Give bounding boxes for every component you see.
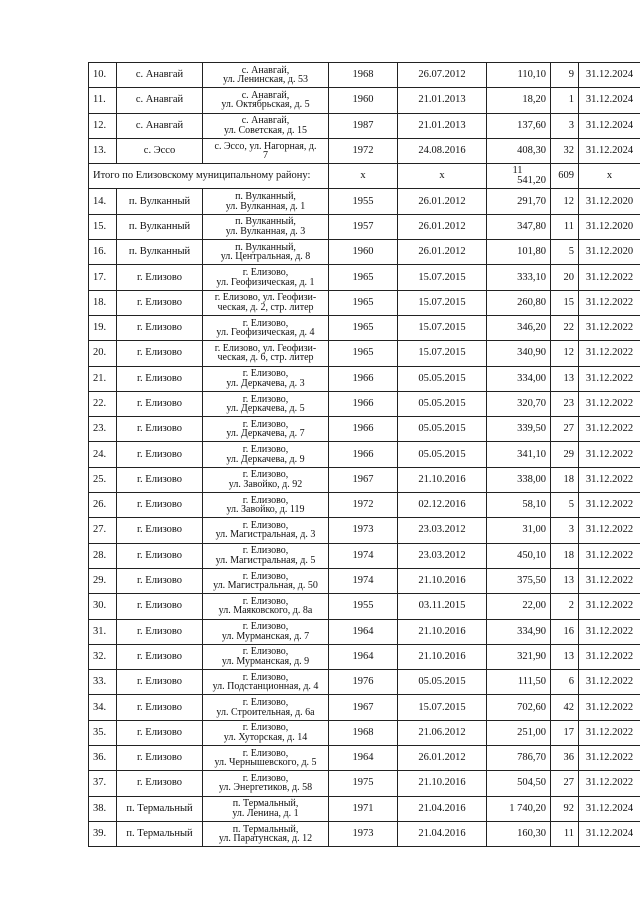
row-number: 32.: [89, 644, 117, 669]
settlement-cell: г. Елизово: [117, 341, 203, 366]
settlement-cell: г. Елизово: [117, 290, 203, 315]
table-row: [89, 796, 640, 821]
date-cell: 15.07.2015: [398, 290, 487, 315]
apartments-cell: 27: [551, 417, 579, 442]
area-cell: 251,00: [487, 720, 551, 745]
deadline-cell: 31.12.2020: [579, 189, 640, 214]
settlement-cell: г. Елизово: [117, 391, 203, 416]
row-number: 12.: [89, 113, 117, 138]
year-cell: 1965: [329, 290, 398, 315]
year-cell: 1967: [329, 695, 398, 720]
apartments-cell: 32: [551, 138, 579, 163]
settlement-cell: г. Елизово: [117, 746, 203, 771]
total-date: х: [398, 164, 487, 189]
deadline-cell: 31.12.2022: [579, 746, 640, 771]
settlement-cell: с. Анавгай: [117, 88, 203, 113]
address-cell: с. Анавгай, ул. Советская, д. 15: [203, 113, 329, 138]
apartments-cell: 3: [551, 113, 579, 138]
year-cell: 1960: [329, 240, 398, 265]
row-number: 22.: [89, 391, 117, 416]
row-number: 11.: [89, 88, 117, 113]
table-body-part-2: [89, 189, 640, 847]
deadline-cell: 31.12.2022: [579, 518, 640, 543]
address-cell: с. Анавгай, ул. Ленинская, д. 53: [203, 63, 329, 88]
total-apartments: 609: [551, 164, 579, 189]
area-cell: 1 740,20: [487, 796, 551, 821]
address-cell: п. Термальный, ул. Ленина, д. 1: [203, 796, 329, 821]
area-cell: 320,70: [487, 391, 551, 416]
apartments-cell: 13: [551, 366, 579, 391]
year-cell: 1967: [329, 467, 398, 492]
row-number: 16.: [89, 240, 117, 265]
year-cell: 1965: [329, 341, 398, 366]
table-row: [89, 63, 640, 88]
area-cell: 333,10: [487, 265, 551, 290]
row-number: 13.: [89, 138, 117, 163]
date-cell: 26.01.2012: [398, 746, 487, 771]
deadline-cell: 31.12.2022: [579, 315, 640, 340]
total-area: 11 541,20: [487, 164, 551, 189]
table-row: [89, 568, 640, 593]
settlement-cell: г. Елизово: [117, 315, 203, 340]
settlement-cell: г. Елизово: [117, 568, 203, 593]
table-row: [89, 290, 640, 315]
date-cell: 15.07.2015: [398, 265, 487, 290]
row-number: 20.: [89, 341, 117, 366]
settlement-cell: г. Елизово: [117, 518, 203, 543]
row-number: 29.: [89, 568, 117, 593]
year-cell: 1964: [329, 746, 398, 771]
year-cell: 1973: [329, 518, 398, 543]
apartments-cell: 13: [551, 644, 579, 669]
address-cell: г. Елизово, ул. Геофизическая, д. 4: [203, 315, 329, 340]
address-cell: г. Елизово, ул. Завойко, д. 92: [203, 467, 329, 492]
address-cell: г. Елизово, ул. Геофизическая, д. 1: [203, 265, 329, 290]
deadline-cell: 31.12.2024: [579, 63, 640, 88]
deadline-cell: 31.12.2022: [579, 695, 640, 720]
year-cell: 1972: [329, 493, 398, 518]
deadline-cell: 31.12.2022: [579, 341, 640, 366]
settlement-cell: п. Вулканный: [117, 189, 203, 214]
year-cell: 1972: [329, 138, 398, 163]
apartments-cell: 92: [551, 796, 579, 821]
date-cell: 26.07.2012: [398, 63, 487, 88]
table-row: [89, 442, 640, 467]
settlement-cell: г. Елизово: [117, 543, 203, 568]
year-cell: 1966: [329, 442, 398, 467]
area-cell: 702,60: [487, 695, 551, 720]
apartments-cell: 23: [551, 391, 579, 416]
apartments-cell: 11: [551, 214, 579, 239]
address-cell: п. Вулканный, ул. Вулканная, д. 3: [203, 214, 329, 239]
deadline-cell: 31.12.2024: [579, 113, 640, 138]
address-cell: с. Эссо, ул. Нагорная, д. 7: [203, 138, 329, 163]
table-row: [89, 88, 640, 113]
apartments-cell: 5: [551, 240, 579, 265]
housing-table: [88, 62, 640, 847]
settlement-cell: г. Елизово: [117, 467, 203, 492]
date-cell: 21.10.2016: [398, 644, 487, 669]
address-cell: п. Вулканный, ул. Центральная, д. 8: [203, 240, 329, 265]
row-number: 25.: [89, 467, 117, 492]
row-number: 26.: [89, 493, 117, 518]
year-cell: 1965: [329, 315, 398, 340]
table-row: [89, 746, 640, 771]
apartments-cell: 27: [551, 771, 579, 796]
settlement-cell: г. Елизово: [117, 417, 203, 442]
address-cell: г. Елизово, ул. Энергетиков, д. 58: [203, 771, 329, 796]
area-cell: 31,00: [487, 518, 551, 543]
address-cell: г. Елизово, ул. Геофизи- ческая, д. 2, стр. литер: [203, 290, 329, 315]
deadline-cell: 31.12.2022: [579, 493, 640, 518]
deadline-cell: 31.12.2022: [579, 391, 640, 416]
table-row: [89, 493, 640, 518]
table-body-part-1: [89, 63, 640, 164]
deadline-cell: 31.12.2022: [579, 644, 640, 669]
address-cell: г. Елизово, ул. Деркачева, д. 3: [203, 366, 329, 391]
year-cell: 1974: [329, 568, 398, 593]
date-cell: 05.05.2015: [398, 442, 487, 467]
apartments-cell: 13: [551, 568, 579, 593]
deadline-cell: 31.12.2022: [579, 594, 640, 619]
row-number: 37.: [89, 771, 117, 796]
table-row: [89, 265, 640, 290]
area-cell: 339,50: [487, 417, 551, 442]
settlement-cell: г. Елизово: [117, 493, 203, 518]
apartments-cell: 12: [551, 189, 579, 214]
year-cell: 1966: [329, 366, 398, 391]
apartments-cell: 12: [551, 341, 579, 366]
apartments-cell: 5: [551, 493, 579, 518]
deadline-cell: 31.12.2022: [579, 619, 640, 644]
settlement-cell: г. Елизово: [117, 366, 203, 391]
year-cell: 1955: [329, 189, 398, 214]
area-cell: 450,10: [487, 543, 551, 568]
deadline-cell: 31.12.2022: [579, 467, 640, 492]
apartments-cell: 15: [551, 290, 579, 315]
year-cell: 1968: [329, 720, 398, 745]
address-cell: г. Елизово, ул. Завойко, д. 119: [203, 493, 329, 518]
settlement-cell: г. Елизово: [117, 695, 203, 720]
table-row: [89, 391, 640, 416]
settlement-cell: г. Елизово: [117, 644, 203, 669]
area-cell: 340,90: [487, 341, 551, 366]
address-cell: г. Елизово, ул. Деркачева, д. 5: [203, 391, 329, 416]
table-row: [89, 467, 640, 492]
apartments-cell: 3: [551, 518, 579, 543]
date-cell: 05.05.2015: [398, 417, 487, 442]
row-number: 15.: [89, 214, 117, 239]
year-cell: 1955: [329, 594, 398, 619]
date-cell: 21.01.2013: [398, 113, 487, 138]
row-number: 23.: [89, 417, 117, 442]
address-cell: г. Елизово, ул. Деркачева, д. 7: [203, 417, 329, 442]
settlement-cell: с. Эссо: [117, 138, 203, 163]
table-row: [89, 417, 640, 442]
date-cell: 26.01.2012: [398, 214, 487, 239]
address-cell: г. Елизово, ул. Мурманская, д. 7: [203, 619, 329, 644]
address-cell: г. Елизово, ул. Магистральная, д. 3: [203, 518, 329, 543]
apartments-cell: 18: [551, 543, 579, 568]
address-cell: г. Елизово, ул. Подстанционная, д. 4: [203, 670, 329, 695]
deadline-cell: 31.12.2024: [579, 138, 640, 163]
date-cell: 23.03.2012: [398, 543, 487, 568]
row-number: 39.: [89, 821, 117, 846]
settlement-cell: п. Вулканный: [117, 214, 203, 239]
area-cell: 58,10: [487, 493, 551, 518]
date-cell: 26.01.2012: [398, 189, 487, 214]
date-cell: 15.07.2015: [398, 315, 487, 340]
area-cell: 504,50: [487, 771, 551, 796]
apartments-cell: 9: [551, 63, 579, 88]
area-cell: 260,80: [487, 290, 551, 315]
year-cell: 1966: [329, 391, 398, 416]
address-cell: г. Елизово, ул. Мурманская, д. 9: [203, 644, 329, 669]
settlement-cell: г. Елизово: [117, 720, 203, 745]
deadline-cell: 31.12.2022: [579, 543, 640, 568]
address-cell: г. Елизово, ул. Магистральная, д. 50: [203, 568, 329, 593]
row-number: 34.: [89, 695, 117, 720]
address-cell: г. Елизово, ул. Хуторская, д. 14: [203, 720, 329, 745]
table-row: [89, 720, 640, 745]
area-cell: 111,50: [487, 670, 551, 695]
settlement-cell: с. Анавгай: [117, 63, 203, 88]
address-cell: г. Елизово, ул. Геофизи- ческая, д. 6, стр. литер: [203, 341, 329, 366]
deadline-cell: 31.12.2022: [579, 265, 640, 290]
deadline-cell: 31.12.2022: [579, 720, 640, 745]
table-row: [89, 619, 640, 644]
area-cell: 375,50: [487, 568, 551, 593]
row-number: 27.: [89, 518, 117, 543]
year-cell: 1975: [329, 771, 398, 796]
year-cell: 1966: [329, 417, 398, 442]
deadline-cell: 31.12.2022: [579, 366, 640, 391]
table-row: [89, 315, 640, 340]
date-cell: 21.10.2016: [398, 568, 487, 593]
apartments-cell: 18: [551, 467, 579, 492]
date-cell: 21.10.2016: [398, 619, 487, 644]
deadline-cell: 31.12.2022: [579, 442, 640, 467]
address-cell: п. Вулканный, ул. Вулканная, д. 1: [203, 189, 329, 214]
area-cell: 408,30: [487, 138, 551, 163]
apartments-cell: 22: [551, 315, 579, 340]
table-row: [89, 189, 640, 214]
address-cell: г. Елизово, ул. Строительная, д. 6а: [203, 695, 329, 720]
apartments-cell: 11: [551, 821, 579, 846]
year-cell: 1957: [329, 214, 398, 239]
date-cell: 21.06.2012: [398, 720, 487, 745]
address-cell: г. Елизово, ул. Магистральная, д. 5: [203, 543, 329, 568]
date-cell: 26.01.2012: [398, 240, 487, 265]
area-cell: 338,00: [487, 467, 551, 492]
settlement-cell: г. Елизово: [117, 442, 203, 467]
row-number: 17.: [89, 265, 117, 290]
deadline-cell: 31.12.2024: [579, 796, 640, 821]
deadline-cell: 31.12.2020: [579, 240, 640, 265]
deadline-cell: 31.12.2020: [579, 214, 640, 239]
year-cell: 1987: [329, 113, 398, 138]
area-cell: 137,60: [487, 113, 551, 138]
apartments-cell: 36: [551, 746, 579, 771]
area-cell: 334,90: [487, 619, 551, 644]
table-row: [89, 771, 640, 796]
row-number: 18.: [89, 290, 117, 315]
area-cell: 346,20: [487, 315, 551, 340]
apartments-cell: 2: [551, 594, 579, 619]
date-cell: 24.08.2016: [398, 138, 487, 163]
apartments-cell: 42: [551, 695, 579, 720]
table-row: [89, 594, 640, 619]
address-cell: с. Анавгай, ул. Октябрьская, д. 5: [203, 88, 329, 113]
apartments-cell: 20: [551, 265, 579, 290]
date-cell: 23.03.2012: [398, 518, 487, 543]
row-number: 28.: [89, 543, 117, 568]
settlement-cell: с. Анавгай: [117, 113, 203, 138]
row-number: 38.: [89, 796, 117, 821]
date-cell: 15.07.2015: [398, 341, 487, 366]
row-number: 33.: [89, 670, 117, 695]
address-cell: п. Термальный, ул. Паратунская, д. 12: [203, 821, 329, 846]
table-row: [89, 214, 640, 239]
deadline-cell: 31.12.2022: [579, 771, 640, 796]
row-number: 31.: [89, 619, 117, 644]
year-cell: 1964: [329, 619, 398, 644]
address-cell: г. Елизово, ул. Маяковского, д. 8а: [203, 594, 329, 619]
date-cell: 02.12.2016: [398, 493, 487, 518]
table-row: [89, 240, 640, 265]
table-row: [89, 695, 640, 720]
date-cell: 05.05.2015: [398, 366, 487, 391]
area-cell: 341,10: [487, 442, 551, 467]
row-number: 21.: [89, 366, 117, 391]
area-cell: 160,30: [487, 821, 551, 846]
date-cell: 15.07.2015: [398, 695, 487, 720]
deadline-cell: 31.12.2024: [579, 88, 640, 113]
settlement-cell: п. Вулканный: [117, 240, 203, 265]
settlement-cell: п. Термальный: [117, 821, 203, 846]
year-cell: 1964: [329, 644, 398, 669]
deadline-cell: 31.12.2022: [579, 290, 640, 315]
total-deadline: х: [579, 164, 640, 189]
date-cell: 03.11.2015: [398, 594, 487, 619]
deadline-cell: 31.12.2022: [579, 670, 640, 695]
area-cell: 110,10: [487, 63, 551, 88]
total-year: х: [329, 164, 398, 189]
area-cell: 334,00: [487, 366, 551, 391]
year-cell: 1973: [329, 821, 398, 846]
deadline-cell: 31.12.2024: [579, 821, 640, 846]
settlement-cell: г. Елизово: [117, 594, 203, 619]
row-number: 14.: [89, 189, 117, 214]
apartments-cell: 17: [551, 720, 579, 745]
table-row: [89, 138, 640, 163]
area-cell: 291,70: [487, 189, 551, 214]
area-cell: 18,20: [487, 88, 551, 113]
apartments-cell: 1: [551, 88, 579, 113]
settlement-cell: г. Елизово: [117, 670, 203, 695]
date-cell: 21.10.2016: [398, 771, 487, 796]
row-number: 10.: [89, 63, 117, 88]
area-cell: 101,80: [487, 240, 551, 265]
settlement-cell: г. Елизово: [117, 771, 203, 796]
area-cell: 22,00: [487, 594, 551, 619]
year-cell: 1968: [329, 63, 398, 88]
year-cell: 1971: [329, 796, 398, 821]
table-row: [89, 366, 640, 391]
date-cell: 21.10.2016: [398, 467, 487, 492]
date-cell: 05.05.2015: [398, 670, 487, 695]
total-section: [89, 164, 640, 189]
area-cell: 786,70: [487, 746, 551, 771]
date-cell: 21.01.2013: [398, 88, 487, 113]
table-row: [89, 113, 640, 138]
deadline-cell: 31.12.2022: [579, 417, 640, 442]
table-row: [89, 518, 640, 543]
table-row: [89, 543, 640, 568]
deadline-cell: 31.12.2022: [579, 568, 640, 593]
address-cell: г. Елизово, ул. Чернышевского, д. 5: [203, 746, 329, 771]
date-cell: 05.05.2015: [398, 391, 487, 416]
row-number: 35.: [89, 720, 117, 745]
total-row: [89, 164, 640, 189]
year-cell: 1965: [329, 265, 398, 290]
year-cell: 1976: [329, 670, 398, 695]
year-cell: 1974: [329, 543, 398, 568]
row-number: 19.: [89, 315, 117, 340]
row-number: 36.: [89, 746, 117, 771]
row-number: 24.: [89, 442, 117, 467]
table-row: [89, 821, 640, 846]
settlement-cell: п. Термальный: [117, 796, 203, 821]
date-cell: 21.04.2016: [398, 821, 487, 846]
table-row: [89, 670, 640, 695]
year-cell: 1960: [329, 88, 398, 113]
total-label: Итого по Елизовскому муниципальному району:: [89, 164, 329, 189]
apartments-cell: 29: [551, 442, 579, 467]
row-number: 30.: [89, 594, 117, 619]
area-cell: 321,90: [487, 644, 551, 669]
settlement-cell: г. Елизово: [117, 265, 203, 290]
date-cell: 21.04.2016: [398, 796, 487, 821]
table-row: [89, 341, 640, 366]
table-row: [89, 644, 640, 669]
address-cell: г. Елизово, ул. Деркачева, д. 9: [203, 442, 329, 467]
apartments-cell: 16: [551, 619, 579, 644]
apartments-cell: 6: [551, 670, 579, 695]
area-cell: 347,80: [487, 214, 551, 239]
settlement-cell: г. Елизово: [117, 619, 203, 644]
